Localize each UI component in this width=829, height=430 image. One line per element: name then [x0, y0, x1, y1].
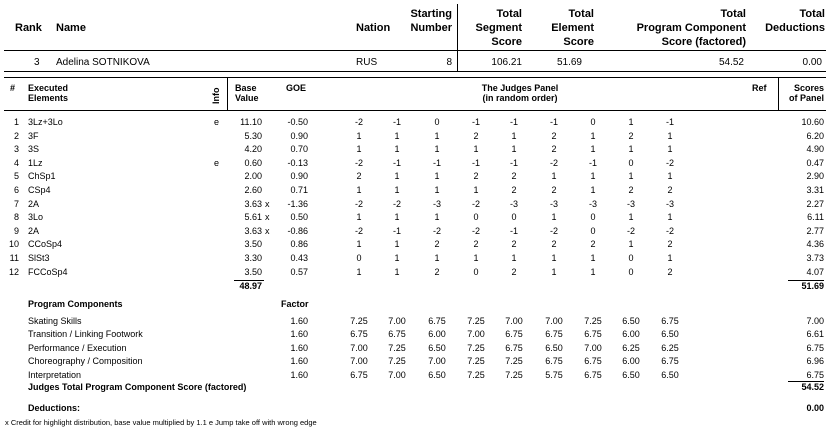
judge-7-mark: 1: [590, 171, 596, 182]
judge-3-mark: -3: [432, 198, 441, 209]
judge-2-mark: -1: [392, 117, 401, 127]
judge-1-component-mark: 7.00: [350, 356, 368, 367]
component-factor: 1.60: [290, 369, 308, 380]
deductions-total-value: 0.00: [806, 403, 824, 413]
judge-1-mark: 1: [356, 185, 362, 195]
element-goe: 0.71: [290, 185, 308, 195]
element-number: 4: [13, 157, 19, 168]
judge-8-mark: 0: [628, 253, 634, 263]
judge-7-mark: 1: [590, 144, 596, 155]
element-goe: 0.57: [290, 266, 308, 277]
judge-3-mark: 1: [434, 253, 440, 263]
summary-top-rule: [4, 50, 826, 51]
element-panel-score: 3.31: [806, 185, 824, 195]
elements-top-rule: [4, 77, 826, 78]
element-code: 2A: [28, 198, 40, 209]
judge-8-mark: 2: [628, 185, 634, 195]
element-code: 3S: [28, 144, 40, 155]
judge-8-mark: 1: [628, 144, 634, 155]
judge-6-mark: -2: [549, 225, 558, 236]
component-factor: 1.60: [290, 329, 308, 340]
element-base-value: 3.63: [244, 198, 262, 209]
judge-4-mark: 2: [473, 130, 479, 141]
judge-6-component-mark: 5.75: [545, 369, 563, 380]
element-goe: 0.50: [290, 212, 308, 223]
judge-5-mark: 2: [511, 266, 517, 277]
judge-1-mark: 0: [356, 253, 362, 263]
total-base-value: 48.97: [239, 281, 262, 291]
judge-8-component-mark: 6.50: [622, 316, 640, 326]
element-base-value: 2.00: [244, 171, 262, 182]
judge-8-mark: 0: [628, 157, 634, 168]
judge-3-component-mark: 7.00: [428, 356, 446, 367]
element-panel-score: 2.77: [806, 225, 824, 236]
judge-8-component-mark: 6.00: [622, 356, 640, 367]
judge-4-mark: -2: [471, 198, 480, 209]
element-goe: -0.86: [287, 225, 308, 236]
judge-5-mark: -1: [509, 117, 518, 127]
element-code: 2A: [28, 225, 40, 236]
judge-6-mark: 2: [551, 185, 557, 195]
element-panel-score: 6.11: [807, 212, 824, 223]
nation-header: Nation: [356, 22, 391, 34]
element-base-value: 3.63: [244, 225, 262, 236]
judge-4-mark: -1: [471, 117, 480, 127]
ref-header: Ref: [752, 83, 767, 93]
judges-panel-header: The Judges Panel (in random order): [481, 83, 559, 103]
component-factor: 1.60: [290, 316, 308, 326]
element-goe: -0.50: [287, 117, 308, 127]
judge-4-mark: 2: [473, 171, 479, 182]
judge-9-mark: 1: [667, 171, 673, 182]
nation-value: RUS: [356, 57, 378, 68]
judge-7-mark: 1: [590, 185, 596, 195]
judge-2-mark: 1: [394, 253, 400, 263]
element-bonus-flag: x: [265, 198, 270, 209]
judge-1-mark: -2: [354, 157, 363, 168]
executed-elements-header: Executed Elements: [28, 83, 69, 103]
judge-4-component-mark: 7.25: [467, 369, 485, 380]
judge-9-mark: -1: [665, 117, 674, 127]
judge-5-mark: 2: [511, 185, 517, 195]
judge-6-component-mark: 6.75: [545, 329, 563, 340]
component-factor: 1.60: [290, 342, 308, 353]
skater-name: Adelina SOTNIKOVA: [56, 57, 150, 68]
judge-9-mark: 1: [667, 130, 673, 141]
scores-of-panel-header: Scores of Panel: [788, 83, 824, 103]
judge-5-mark: -1: [509, 225, 518, 236]
judge-6-mark: 2: [551, 144, 557, 155]
judge-2-component-mark: 7.00: [388, 316, 406, 326]
starting-number-value: 8: [446, 57, 452, 68]
judge-7-mark: 0: [590, 225, 596, 236]
element-panel-score: 0.47: [806, 157, 824, 168]
element-panel-score: 4.90: [806, 144, 824, 155]
judge-6-mark: 1: [551, 266, 557, 277]
element-base-value: 4.20: [244, 144, 262, 155]
starting-number-header: Starting Number: [410, 8, 452, 34]
component-name: Performance / Execution: [28, 342, 127, 353]
element-code: 1Lz: [28, 157, 43, 168]
judge-9-mark: -3: [665, 198, 674, 209]
program-components-title: Program Components: [28, 299, 123, 309]
element-number: 5: [13, 171, 19, 182]
judge-7-component-mark: 6.75: [584, 356, 602, 367]
judge-7-mark: 1: [590, 266, 596, 277]
deductions-value: 0.00: [802, 57, 822, 68]
element-info: e: [214, 157, 220, 168]
info-header: Info: [211, 87, 221, 104]
component-panel-score: 7.00: [806, 316, 824, 326]
component-name: Transition / Linking Footwork: [28, 329, 143, 340]
judge-5-component-mark: 7.25: [505, 369, 523, 380]
element-base-value: 3.30: [244, 253, 262, 263]
judge-5-mark: 0: [511, 212, 517, 223]
pcs-value: 54.52: [718, 57, 744, 68]
element-base-value: 3.50: [244, 239, 262, 250]
judge-4-component-mark: 7.00: [467, 329, 485, 340]
judge-6-mark: 1: [551, 171, 557, 182]
judge-2-mark: 1: [394, 185, 400, 195]
judge-2-mark: 1: [394, 239, 400, 250]
element-number: 9: [13, 225, 19, 236]
judge-9-component-mark: 6.50: [661, 369, 679, 380]
element-number: 2: [13, 130, 19, 141]
elements-header-rule: [4, 110, 826, 111]
judge-3-mark: 1: [434, 130, 440, 141]
judge-1-component-mark: 7.00: [350, 342, 368, 353]
element-number: 10: [8, 239, 19, 250]
judge-4-mark: -1: [471, 157, 480, 168]
judge-2-mark: 1: [394, 212, 400, 223]
judge-4-mark: 2: [473, 239, 479, 250]
judge-1-mark: -2: [354, 225, 363, 236]
judge-6-mark: 2: [551, 239, 557, 250]
judge-9-component-mark: 6.25: [661, 342, 679, 353]
judge-5-mark: 2: [511, 171, 517, 182]
judge-9-mark: 2: [667, 266, 673, 277]
judge-2-mark: 1: [394, 171, 400, 182]
judge-5-mark: 1: [511, 253, 517, 263]
judge-1-component-mark: 7.25: [350, 316, 368, 326]
element-goe: 0.90: [290, 171, 308, 182]
judge-5-component-mark: 6.75: [505, 329, 523, 340]
judge-8-component-mark: 6.00: [622, 329, 640, 340]
judge-6-mark: 2: [551, 130, 557, 141]
component-name: Interpretation: [28, 369, 82, 380]
judge-3-component-mark: 6.75: [428, 316, 446, 326]
judge-3-mark: 0: [434, 117, 440, 127]
element-base-value: 3.50: [244, 266, 262, 277]
element-code: SlSt3: [28, 253, 50, 263]
judge-3-mark: -1: [432, 157, 441, 168]
judge-9-component-mark: 6.75: [661, 356, 679, 367]
judge-1-mark: -2: [354, 117, 363, 127]
judge-9-mark: 2: [667, 239, 673, 250]
element-base-value: 5.61: [244, 212, 262, 223]
component-panel-score: 6.75: [806, 342, 824, 353]
element-panel-score: 2.90: [806, 171, 824, 182]
judge-2-component-mark: 6.75: [388, 329, 406, 340]
judge-8-component-mark: 6.50: [622, 369, 640, 380]
judge-8-mark: -2: [626, 225, 635, 236]
judge-2-component-mark: 7.25: [388, 356, 406, 367]
pcs-total-label: Judges Total Program Component Score (factored): [28, 382, 247, 392]
element-number: 7: [13, 198, 19, 209]
judge-3-component-mark: 6.50: [428, 369, 446, 380]
element-panel-score: 3.73: [806, 253, 824, 263]
judge-3-mark: 1: [434, 171, 440, 182]
judge-5-component-mark: 7.00: [505, 316, 523, 326]
judge-7-mark: 1: [590, 253, 596, 263]
judge-4-mark: 0: [473, 266, 479, 277]
rank-value: 3: [34, 57, 40, 68]
judge-3-mark: 2: [434, 239, 440, 250]
judge-4-mark: 1: [473, 253, 479, 263]
judge-3-component-mark: 6.50: [428, 342, 446, 353]
deductions-label: Deductions:: [28, 403, 81, 413]
judge-9-component-mark: 6.50: [661, 329, 679, 340]
judge-4-mark: 0: [473, 212, 479, 223]
element-code: 3Lo: [28, 212, 44, 223]
judge-7-component-mark: 7.25: [584, 316, 602, 326]
element-goe: 0.70: [290, 144, 308, 155]
judge-9-mark: 1: [667, 212, 673, 223]
tss-header: Total Segment Score: [475, 8, 522, 48]
judge-4-mark: -2: [471, 225, 480, 236]
judge-5-component-mark: 6.75: [505, 342, 523, 353]
judge-9-mark: -2: [665, 157, 674, 168]
judge-9-mark: 1: [667, 144, 673, 155]
judge-8-mark: 1: [628, 117, 634, 127]
element-panel-score: 6.20: [806, 130, 824, 141]
element-code: CSp4: [28, 185, 51, 195]
judge-6-mark: -2: [549, 157, 558, 168]
tes-header: Total Element Score: [551, 8, 594, 48]
judge-7-mark: 0: [590, 117, 596, 127]
goe-header: GOE: [286, 83, 307, 93]
judge-8-mark: 0: [628, 266, 634, 277]
element-number: 11: [9, 253, 19, 263]
judge-2-mark: -1: [392, 157, 401, 168]
element-panel-score: 4.07: [806, 266, 824, 277]
judge-7-mark: 1: [590, 130, 596, 141]
pcs-total-value: 54.52: [801, 382, 824, 392]
judge-9-component-mark: 6.75: [661, 316, 679, 326]
judge-6-mark: -1: [549, 117, 558, 127]
footnote: x Credit for highlight distribution, base value multiplied by 1.1 e Jump take off with wrong edge: [5, 418, 317, 427]
judge-5-mark: -3: [509, 198, 518, 209]
rank-header: Rank: [15, 22, 42, 34]
element-base-value: 5.30: [244, 130, 262, 141]
element-code: 3Lz+3Lo: [28, 117, 63, 127]
component-factor: 1.60: [290, 356, 308, 367]
summary-divider: [457, 4, 458, 72]
judge-7-component-mark: 7.00: [584, 342, 602, 353]
judge-3-mark: 1: [434, 212, 440, 223]
judge-3-component-mark: 6.00: [428, 329, 446, 340]
component-panel-score: 6.61: [806, 329, 824, 340]
judge-2-mark: -2: [392, 198, 401, 209]
judge-8-mark: 1: [628, 212, 634, 223]
element-panel-score: 10.60: [801, 117, 824, 127]
element-number: 3: [13, 144, 19, 155]
judge-5-mark: 2: [511, 239, 517, 250]
component-name: Skating Skills: [28, 316, 82, 326]
judge-9-mark: -2: [665, 225, 674, 236]
element-panel-score: 2.27: [806, 198, 824, 209]
element-bonus-flag: x: [265, 212, 270, 223]
deductions-header: Total Deductions: [765, 8, 825, 34]
judge-4-component-mark: 7.25: [467, 342, 485, 353]
element-base-value: 11.10: [240, 117, 262, 127]
judge-7-mark: 0: [590, 212, 596, 223]
judge-1-component-mark: 6.75: [350, 369, 368, 380]
element-code: FCCoSp4: [28, 266, 68, 277]
judge-2-mark: 1: [394, 144, 400, 155]
judge-1-mark: 1: [356, 130, 362, 141]
element-number: 6: [13, 185, 19, 195]
element-base-value: 0.60: [244, 157, 262, 168]
judge-4-mark: 1: [473, 144, 479, 155]
judge-1-mark: 1: [356, 144, 362, 155]
judge-1-component-mark: 6.75: [350, 329, 368, 340]
judge-2-mark: -1: [392, 225, 401, 236]
judge-8-mark: 1: [628, 171, 634, 182]
judge-3-mark: -2: [432, 225, 441, 236]
summary-bottom-rule: [4, 71, 826, 72]
judge-1-mark: -2: [354, 198, 363, 209]
element-bonus-flag: x: [265, 225, 270, 236]
judge-1-mark: 2: [356, 171, 362, 182]
judge-6-component-mark: 7.00: [545, 316, 563, 326]
judge-8-mark: -3: [626, 198, 635, 209]
judge-4-component-mark: 7.25: [467, 356, 485, 367]
judge-2-mark: 1: [394, 130, 400, 141]
element-code: CCoSp4: [28, 239, 63, 250]
element-goe: -1.36: [287, 198, 308, 209]
judge-5-mark: 1: [511, 144, 517, 155]
info-divider: [227, 78, 228, 110]
judge-2-component-mark: 7.00: [388, 369, 406, 380]
judge-2-component-mark: 7.25: [388, 342, 406, 353]
judge-8-mark: 2: [628, 130, 634, 141]
judge-6-component-mark: 6.75: [545, 356, 563, 367]
name-header: Name: [56, 22, 86, 34]
element-number: 1: [13, 117, 19, 127]
judge-3-mark: 1: [434, 185, 440, 195]
judge-7-component-mark: 6.75: [584, 369, 602, 380]
scores-divider: [778, 78, 779, 110]
tss-value: 106.21: [491, 57, 522, 68]
element-number: 8: [13, 212, 19, 223]
component-panel-score: 6.75: [806, 369, 824, 380]
judge-3-mark: 1: [434, 144, 440, 155]
judge-1-mark: 1: [356, 266, 362, 277]
judge-7-mark: 2: [590, 239, 596, 250]
judge-1-mark: 1: [356, 212, 362, 223]
judge-1-mark: 1: [356, 239, 362, 250]
tes-value: 51.69: [556, 57, 582, 68]
element-goe: 0.90: [290, 130, 308, 141]
judge-4-mark: 1: [473, 185, 479, 195]
element-goe: -0.13: [287, 157, 308, 168]
element-code: ChSp1: [28, 171, 56, 182]
judge-8-mark: 1: [628, 239, 634, 250]
element-base-value: 2.60: [244, 185, 262, 195]
judge-8-component-mark: 6.25: [622, 342, 640, 353]
judge-7-mark: -3: [588, 198, 597, 209]
element-info: e: [214, 117, 220, 127]
judge-7-component-mark: 6.75: [584, 329, 602, 340]
judge-3-mark: 2: [434, 266, 440, 277]
judge-6-mark: -3: [549, 198, 558, 209]
element-goe: 0.43: [290, 253, 308, 263]
component-panel-score: 6.96: [806, 356, 824, 367]
pcs-header: Total Program Component Score (factored): [636, 8, 746, 48]
component-name: Choreography / Composition: [28, 356, 143, 367]
judge-7-mark: -1: [588, 157, 597, 168]
judge-9-mark: 2: [667, 185, 673, 195]
judge-9-mark: 1: [667, 253, 673, 263]
judge-4-component-mark: 7.25: [467, 316, 485, 326]
factor-header: Factor: [281, 299, 309, 309]
judge-6-component-mark: 6.50: [545, 342, 563, 353]
judge-2-mark: 1: [394, 266, 400, 277]
element-code: 3F: [28, 130, 39, 141]
num-header: #: [10, 83, 16, 93]
judge-5-component-mark: 7.25: [505, 356, 523, 367]
element-goe: 0.86: [290, 239, 308, 250]
element-number: 12: [8, 266, 19, 277]
total-element-score: 51.69: [801, 281, 824, 291]
judge-5-mark: -1: [509, 157, 518, 168]
judge-5-mark: 1: [511, 130, 517, 141]
judge-6-mark: 1: [551, 212, 557, 223]
judge-6-mark: 1: [551, 253, 557, 263]
base-value-header: Base Value: [235, 83, 259, 103]
element-panel-score: 4.36: [806, 239, 824, 250]
